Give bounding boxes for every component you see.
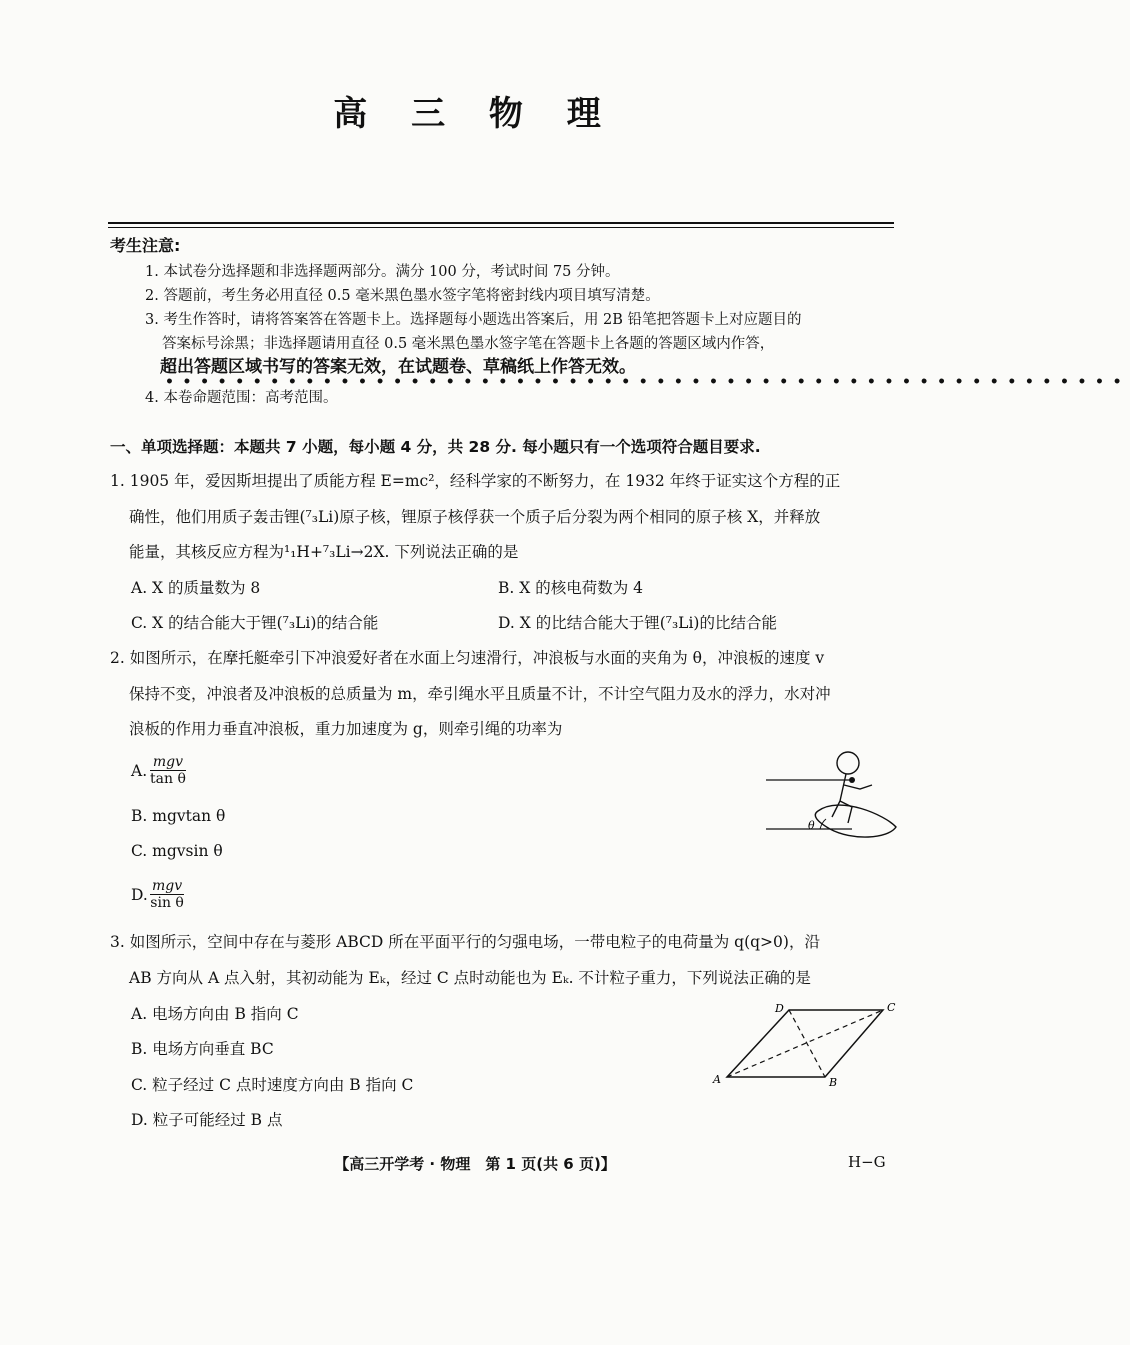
q1-line-3: 能量，其核反应方程为¹₁H+⁷₃Li→2X. 下列说法正确的是	[129, 543, 519, 561]
notice-item-3-emphasis: 超出答题区域书写的答案无效，在试题卷、草稿纸上作答无效。	[160, 357, 636, 377]
q2-line-2: 保持不变，冲浪者及冲浪板的总质量为 m，牵引绳水平且质量不计，不计空气阻力及水的浮力，水对冲	[129, 685, 831, 703]
notice-item-4: 4. 本卷命题范围：高考范围。	[145, 390, 338, 406]
q3-option-a: A. 电场方向由 B 指向 C	[131, 1005, 299, 1023]
notice-item-3-cont: 答案标号涂黑；非选择题请用直径 0.5 毫米黑色墨水签字笔在答题卡上各题的答题区域内作答，	[162, 336, 775, 352]
header-rule-thin	[108, 227, 894, 228]
header-rule-thick	[108, 222, 894, 224]
section-title: 一、单项选择题：本题共 7 小题，每小题 4 分，共 28 分. 每小题只有一个选项符合题目要求.	[110, 438, 761, 456]
notice-heading: 考生注意:	[110, 236, 181, 255]
q3-line-1: 3. 如图所示，空间中存在与菱形 ABCD 所在平面平行的匀强电场，一带电粒子的电荷量为 q(q>0)，沿	[110, 933, 820, 951]
surfer-angle-label: θ	[808, 819, 815, 832]
page-title: 高 三 物 理	[333, 94, 617, 134]
q2-option-a-label: A.	[131, 762, 148, 780]
q1-option-b: B. X 的核电荷数为 4	[498, 579, 643, 597]
q2-option-d-denominator: sin θ	[150, 895, 184, 911]
q3-option-b: B. 电场方向垂直 BC	[131, 1040, 274, 1058]
notice-item-3: 3. 考生作答时，请将答案答在答题卡上。选择题每小题选出答案后，用 2B 铅笔把答题卡上对应题目的	[145, 312, 802, 328]
q1-line-1: 1. 1905 年，爱因斯坦提出了质能方程 E=mc²，经科学家的不断努力，在 1932 年终于证实这个方程的正	[110, 472, 841, 490]
rhombus-label-a: A	[713, 1073, 721, 1086]
page-footer: 【高三开学考 · 物理 第 1 页(共 6 页)】	[334, 1155, 616, 1173]
notice-item-1: 1. 本试卷分选择题和非选择题两部分。满分 100 分，考试时间 75 分钟。	[145, 264, 620, 280]
rhombus-label-b: B	[829, 1076, 838, 1089]
q2-option-a-numerator: mgv	[150, 754, 186, 771]
q2-option-c: C. mgvsin θ	[131, 842, 223, 860]
q2-option-b: B. mgvtan θ	[131, 807, 226, 825]
q1-line-2: 确性，他们用质子轰击锂(⁷₃Li)原子核，锂原子核俘获一个质子后分裂为两个相同的原子核 X，并释放	[129, 508, 821, 526]
q2-option-a-fraction	[150, 754, 186, 787]
q3-option-d: D. 粒子可能经过 B 点	[131, 1111, 283, 1129]
rhombus-label-c: C	[887, 1001, 896, 1014]
rhombus-label-d: D	[775, 1002, 784, 1015]
q2-option-d-fraction	[150, 878, 184, 911]
surfer-figure	[760, 745, 910, 845]
q2-line-3: 浪板的作用力垂直冲浪板，重力加速度为 g，则牵引绳的功率为	[129, 720, 563, 738]
notice-item-2: 2. 答题前，考生务必用直径 0.5 毫米黑色墨水签字笔将密封线内项目填写清楚。	[145, 288, 660, 304]
q2-line-1: 2. 如图所示，在摩托艇牵引下冲浪爱好者在水面上匀速滑行，冲浪板与水面的夹角为 θ，冲浪板的速度 v	[110, 649, 825, 667]
emphasis-dots: •••••••••••••••••••••••••••••••••••••••••••••••••••••••	[165, 374, 1130, 390]
q3-option-c: C. 粒子经过 C 点时速度方向由 B 指向 C	[131, 1076, 414, 1094]
q2-option-a-denominator: tan θ	[150, 771, 186, 787]
q1-option-c: C. X 的结合能大于锂(⁷₃Li)的结合能	[131, 614, 379, 632]
paper-code: H−G	[848, 1153, 886, 1171]
q2-option-d-label: D.	[131, 886, 148, 904]
q1-option-d: D. X 的比结合能大于锂(⁷₃Li)的比结合能	[498, 614, 777, 632]
q1-option-a: A. X 的质量数为 8	[131, 579, 261, 597]
q3-line-2: AB 方向从 A 点入射，其初动能为 Eₖ，经过 C 点时动能也为 Eₖ. 不计粒子重力，下列说法正确的是	[129, 969, 811, 987]
rhombus-figure	[705, 995, 905, 1095]
q2-option-d-numerator: mgv	[152, 878, 183, 894]
